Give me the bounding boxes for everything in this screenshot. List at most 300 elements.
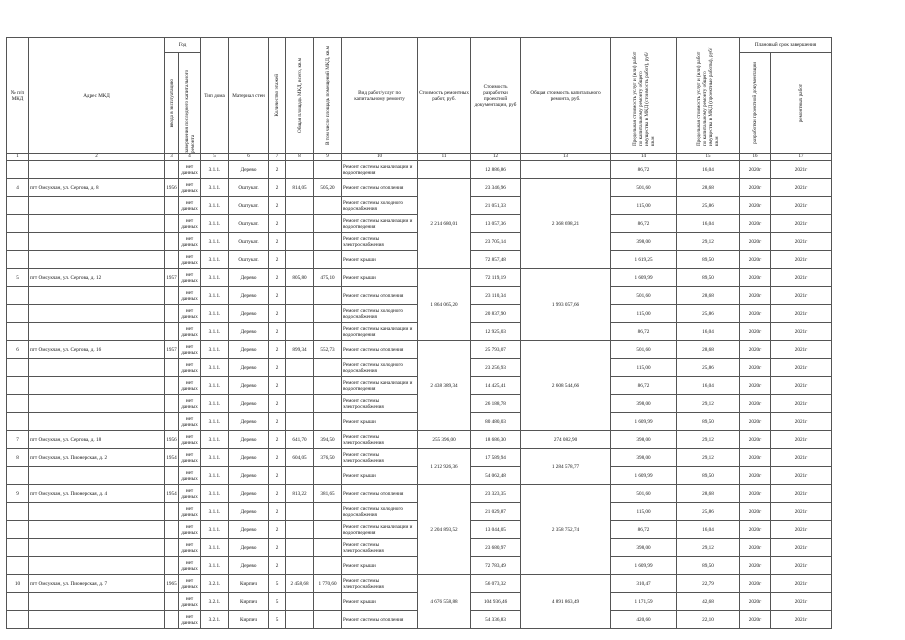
residential-area-cell <box>314 377 342 395</box>
residential-area-cell <box>314 161 342 179</box>
limit-cost-2-cell: 28,68 <box>677 485 740 503</box>
year-commissioning-cell <box>165 287 179 305</box>
design-cost-cell: 72 857,48 <box>471 251 521 269</box>
work-type-cell: Ремонт системы электроснабжения <box>342 449 418 467</box>
limit-cost-2-cell: 16,04 <box>677 161 740 179</box>
deadline-design-cell: 2020г <box>740 449 771 467</box>
address-cell <box>29 395 165 413</box>
total-area-cell <box>286 593 314 611</box>
address-cell <box>29 287 165 305</box>
row-number <box>7 197 29 215</box>
wall-material-cell: Дерево <box>229 395 269 413</box>
house-type-cell: 3.1.1. <box>201 305 229 323</box>
design-cost-cell: 23 323,35 <box>471 485 521 503</box>
total-area-cell <box>286 197 314 215</box>
deadline-repair-cell: 2021г <box>771 197 832 215</box>
deadline-design-cell: 2020г <box>740 323 771 341</box>
floors-cell: 2 <box>269 161 286 179</box>
total-area-cell <box>286 503 314 521</box>
address-cell <box>29 413 165 431</box>
residential-area-cell <box>314 593 342 611</box>
row-number <box>7 539 29 557</box>
column-number: 14 <box>611 154 677 161</box>
limit-cost-2-cell: 16,04 <box>677 521 740 539</box>
work-type-cell: Ремонт системы холодного водоснабжения <box>342 359 418 377</box>
year-commissioning-cell: 1957 <box>165 341 179 359</box>
deadline-design-cell: 2020г <box>740 557 771 575</box>
deadline-repair-cell: 2021г <box>771 161 832 179</box>
total-area-cell <box>286 539 314 557</box>
design-cost-cell: 23 705,14 <box>471 233 521 251</box>
work-type-cell: Ремонт системы электроснабжения <box>342 575 418 593</box>
limit-cost-1-cell: 86,72 <box>611 215 677 233</box>
address-cell <box>29 197 165 215</box>
column-number: 15 <box>677 154 740 161</box>
address-cell <box>29 593 165 611</box>
design-cost-cell: 23 110,34 <box>471 287 521 305</box>
total-area-cell <box>286 521 314 539</box>
house-type-cell: 3.1.1. <box>201 269 229 287</box>
residential-area-cell <box>314 539 342 557</box>
year-commissioning-cell <box>165 395 179 413</box>
total-area-cell <box>286 161 314 179</box>
floors-cell: 2 <box>269 377 286 395</box>
wall-material-cell: Дерево <box>229 485 269 503</box>
floors-cell: 2 <box>269 557 286 575</box>
wall-material-cell: Дерево <box>229 341 269 359</box>
house-type-cell: 3.1.1. <box>201 287 229 305</box>
column-number: 17 <box>771 154 832 161</box>
deadline-repair-cell: 2021г <box>771 287 832 305</box>
row-number <box>7 161 29 179</box>
limit-cost-1-cell: 501,60 <box>611 179 677 197</box>
total-area-cell <box>286 215 314 233</box>
house-type-cell: 3.1.1. <box>201 359 229 377</box>
residential-area-cell <box>314 287 342 305</box>
residential-area-cell <box>314 521 342 539</box>
row-number <box>7 233 29 251</box>
house-type-cell: 3.1.1. <box>201 251 229 269</box>
floors-cell: 2 <box>269 233 286 251</box>
address-cell <box>29 557 165 575</box>
year-last-repair-cell: нет данных <box>179 287 201 305</box>
column-number: 4 <box>179 154 201 161</box>
limit-cost-1-cell: 1 609,99 <box>611 413 677 431</box>
limit-cost-1-cell: 115,00 <box>611 359 677 377</box>
total-area-cell <box>286 395 314 413</box>
house-type-cell: 3.1.1. <box>201 557 229 575</box>
row-number: 9 <box>7 485 29 503</box>
address-cell: пгт Омсукчан, ул. Пионерская, д. 4 <box>29 485 165 503</box>
deadline-repair-cell: 2021г <box>771 557 832 575</box>
column-number: 9 <box>314 154 342 161</box>
residential-area-cell <box>314 251 342 269</box>
deadline-design-cell: 2020г <box>740 503 771 521</box>
floors-cell: 5 <box>269 611 286 629</box>
limit-cost-2-cell: 25,86 <box>677 359 740 377</box>
year-commissioning-cell <box>165 413 179 431</box>
repair-cost-cell: 1 212 926,36 <box>418 449 471 485</box>
deadline-repair-cell: 2021г <box>771 485 832 503</box>
row-number <box>7 503 29 521</box>
floors-cell: 5 <box>269 593 286 611</box>
design-cost-cell: 104 936,46 <box>471 593 521 611</box>
year-last-repair-cell: нет данных <box>179 557 201 575</box>
column-number-row <box>7 154 832 161</box>
row-number <box>7 305 29 323</box>
repair-cost-cell: 255 396,00 <box>418 431 471 449</box>
year-commissioning-cell <box>165 359 179 377</box>
header-design-cost: Стоимость разработки проектной документации, руб <box>471 38 521 154</box>
floors-cell: 2 <box>269 197 286 215</box>
design-cost-cell: 54 062,48 <box>471 467 521 485</box>
limit-cost-1-cell: 310,47 <box>611 575 677 593</box>
limit-cost-2-cell: 29,12 <box>677 539 740 557</box>
floors-cell: 2 <box>269 215 286 233</box>
house-type-cell: 3.2.1. <box>201 611 229 629</box>
header-repair-cost: Стоимость ремонтных работ, руб. <box>418 38 471 154</box>
address-cell <box>29 215 165 233</box>
deadline-repair-cell: 2021г <box>771 431 832 449</box>
total-area-cell <box>286 611 314 629</box>
floors-cell: 2 <box>269 503 286 521</box>
residential-area-cell <box>314 215 342 233</box>
address-cell <box>29 377 165 395</box>
deadline-repair-cell: 2021г <box>771 611 832 629</box>
limit-cost-1-cell: 501,60 <box>611 287 677 305</box>
total-cost-cell: 2 608 544,66 <box>521 341 611 431</box>
residential-area-cell <box>314 359 342 377</box>
total-area-cell <box>286 233 314 251</box>
year-commissioning-cell: 1954 <box>165 449 179 467</box>
design-cost-cell: 23 346,96 <box>471 179 521 197</box>
year-last-repair-cell: нет данных <box>179 449 201 467</box>
total-area-cell <box>286 323 314 341</box>
limit-cost-1-cell: 398,00 <box>611 233 677 251</box>
year-commissioning-cell <box>165 215 179 233</box>
limit-cost-1-cell: 86,72 <box>611 323 677 341</box>
floors-cell: 2 <box>269 539 286 557</box>
design-cost-cell: 20 837,90 <box>471 305 521 323</box>
total-area-cell: 814,05 <box>286 179 314 197</box>
deadline-design-cell: 2020г <box>740 287 771 305</box>
header-work-type: Вид работ/услуг по капитальному ремонту <box>342 38 418 154</box>
work-type-cell: Ремонт крыши <box>342 467 418 485</box>
limit-cost-2-cell: 16,04 <box>677 377 740 395</box>
row-number <box>7 287 29 305</box>
work-type-cell: Ремонт системы электроснабжения <box>342 395 418 413</box>
total-cost-cell: 2 368 698,21 <box>521 179 611 269</box>
year-commissioning-cell <box>165 557 179 575</box>
work-type-cell: Ремонт системы электроснабжения <box>342 233 418 251</box>
wall-material-cell: Дерево <box>229 467 269 485</box>
deadline-design-cell: 2020г <box>740 467 771 485</box>
year-commissioning-cell <box>165 161 179 179</box>
design-cost-cell: 72 783,49 <box>471 557 521 575</box>
design-cost-cell: 21 029,87 <box>471 503 521 521</box>
wall-material-cell: Дерево <box>229 377 269 395</box>
residential-area-cell <box>314 305 342 323</box>
floors-cell: 2 <box>269 179 286 197</box>
header-deadline-group: Плановый срок завершения <box>740 38 832 53</box>
floors-cell: 5 <box>269 575 286 593</box>
year-last-repair-cell: нет данных <box>179 431 201 449</box>
header-year-last-repair: завершения последнего капитального ремонта <box>179 53 201 154</box>
residential-area-cell: 394,50 <box>314 431 342 449</box>
total-cost-cell <box>521 161 611 179</box>
limit-cost-2-cell: 89,50 <box>677 467 740 485</box>
floors-cell: 2 <box>269 467 286 485</box>
deadline-repair-cell: 2021г <box>771 179 832 197</box>
row-number <box>7 611 29 629</box>
work-type-cell: Ремонт системы отопления <box>342 341 418 359</box>
address-cell <box>29 539 165 557</box>
house-type-cell: 3.1.1. <box>201 503 229 521</box>
limit-cost-2-cell: 22,10 <box>677 611 740 629</box>
total-area-cell <box>286 377 314 395</box>
year-commissioning-cell: 1965 <box>165 575 179 593</box>
deadline-repair-cell: 2021г <box>771 503 832 521</box>
deadline-design-cell: 2020г <box>740 215 771 233</box>
year-last-repair-cell: нет данных <box>179 323 201 341</box>
limit-cost-1-cell: 1 609,99 <box>611 269 677 287</box>
year-commissioning-cell <box>165 233 179 251</box>
work-type-cell: Ремонт системы отопления <box>342 611 418 629</box>
year-last-repair-cell: нет данных <box>179 413 201 431</box>
row-number <box>7 359 29 377</box>
year-last-repair-cell: нет данных <box>179 611 201 629</box>
total-cost-cell: 4 891 863,49 <box>521 575 611 629</box>
deadline-repair-cell: 2021г <box>771 539 832 557</box>
limit-cost-1-cell: 1 609,99 <box>611 557 677 575</box>
residential-area-cell: 1 770,60 <box>314 575 342 593</box>
residential-area-cell <box>314 557 342 575</box>
residential-area-cell: 552,73 <box>314 341 342 359</box>
deadline-design-cell: 2020г <box>740 161 771 179</box>
wall-material-cell: Дерево <box>229 359 269 377</box>
deadline-design-cell: 2020г <box>740 593 771 611</box>
design-cost-cell: 25 793,07 <box>471 341 521 359</box>
house-type-cell: 3.1.1. <box>201 431 229 449</box>
floors-cell: 2 <box>269 323 286 341</box>
residential-area-cell: 505,20 <box>314 179 342 197</box>
design-cost-cell: 80 480,03 <box>471 413 521 431</box>
header-wall-material: Материал стен <box>229 38 269 154</box>
repair-cost-cell: 2 204 893,52 <box>418 485 471 575</box>
row-number <box>7 521 29 539</box>
residential-area-cell <box>314 395 342 413</box>
limit-cost-2-cell: 29,12 <box>677 395 740 413</box>
deadline-repair-cell: 2021г <box>771 359 832 377</box>
floors-cell: 2 <box>269 359 286 377</box>
limit-cost-2-cell: 89,50 <box>677 557 740 575</box>
column-number: 10 <box>342 154 418 161</box>
work-type-cell: Ремонт системы холодного водоснабжения <box>342 503 418 521</box>
address-cell: пгт Омсукчан, ул. Сергова, д. 16 <box>29 341 165 359</box>
limit-cost-2-cell: 89,50 <box>677 251 740 269</box>
deadline-repair-cell: 2021г <box>771 377 832 395</box>
wall-material-cell: Кирпич <box>229 593 269 611</box>
year-commissioning-cell <box>165 611 179 629</box>
limit-cost-2-cell: 29,12 <box>677 431 740 449</box>
design-cost-cell: 54 336,83 <box>471 611 521 629</box>
house-type-cell: 3.1.1. <box>201 377 229 395</box>
deadline-repair-cell: 2021г <box>771 395 832 413</box>
design-cost-cell: 14 425,41 <box>471 377 521 395</box>
work-type-cell: Ремонт системы отопления <box>342 485 418 503</box>
wall-material-cell: Дерево <box>229 161 269 179</box>
table-body <box>7 161 832 629</box>
year-commissioning-cell <box>165 467 179 485</box>
limit-cost-2-cell: 16,04 <box>677 215 740 233</box>
design-cost-cell: 13 044,05 <box>471 521 521 539</box>
floors-cell: 2 <box>269 521 286 539</box>
column-number: 12 <box>471 154 521 161</box>
floors-cell: 2 <box>269 449 286 467</box>
repair-schedule-table <box>6 37 832 629</box>
limit-cost-1-cell: 86,72 <box>611 161 677 179</box>
repair-cost-cell: 2 214 680,01 <box>418 179 471 269</box>
year-last-repair-cell: нет данных <box>179 233 201 251</box>
wall-material-cell: Дерево <box>229 557 269 575</box>
header-year-group: Год <box>165 38 201 53</box>
limit-cost-2-cell: 28,68 <box>677 341 740 359</box>
row-number: 8 <box>7 449 29 467</box>
floors-cell: 2 <box>269 341 286 359</box>
house-type-cell: 3.1.1. <box>201 395 229 413</box>
deadline-repair-cell: 2021г <box>771 413 832 431</box>
limit-cost-2-cell: 25,86 <box>677 197 740 215</box>
total-cost-cell: 2 358 752,74 <box>521 485 611 575</box>
floors-cell: 2 <box>269 395 286 413</box>
limit-cost-1-cell: 398,00 <box>611 539 677 557</box>
deadline-repair-cell: 2021г <box>771 251 832 269</box>
address-cell <box>29 305 165 323</box>
house-type-cell: 3.1.1. <box>201 161 229 179</box>
house-type-cell: 3.1.1. <box>201 197 229 215</box>
total-cost-cell: 1 284 578,77 <box>521 449 611 485</box>
wall-material-cell: Оштукат. <box>229 251 269 269</box>
deadline-design-cell: 2020г <box>740 359 771 377</box>
floors-cell: 2 <box>269 251 286 269</box>
residential-area-cell <box>314 197 342 215</box>
floors-cell: 2 <box>269 287 286 305</box>
deadline-repair-cell: 2021г <box>771 521 832 539</box>
deadline-repair-cell: 2021г <box>771 593 832 611</box>
house-type-cell: 3.1.1. <box>201 449 229 467</box>
work-type-cell: Ремонт системы электроснабжения <box>342 431 418 449</box>
work-type-cell: Ремонт системы холодного водоснабжения <box>342 305 418 323</box>
wall-material-cell: Дерево <box>229 413 269 431</box>
address-cell <box>29 359 165 377</box>
row-number <box>7 377 29 395</box>
deadline-repair-cell: 2021г <box>771 341 832 359</box>
residential-area-cell: 475,10 <box>314 269 342 287</box>
column-number: 8 <box>286 154 314 161</box>
work-type-cell: Ремонт системы отопления <box>342 179 418 197</box>
residential-area-cell <box>314 467 342 485</box>
year-last-repair-cell: нет данных <box>179 395 201 413</box>
column-number: 2 <box>29 154 165 161</box>
header-deadline-repair: ремонтных работ <box>771 53 832 154</box>
design-cost-cell: 12 925,03 <box>471 323 521 341</box>
deadline-design-cell: 2020г <box>740 197 771 215</box>
year-commissioning-cell <box>165 197 179 215</box>
work-type-cell: Ремонт системы канализации и водоотведения <box>342 521 418 539</box>
deadline-design-cell: 2020г <box>740 341 771 359</box>
deadline-repair-cell: 2021г <box>771 269 832 287</box>
address-cell <box>29 503 165 521</box>
limit-cost-1-cell: 115,00 <box>611 305 677 323</box>
repair-cost-cell: 1 864 065,20 <box>418 269 471 341</box>
deadline-design-cell: 2020г <box>740 251 771 269</box>
header-limit-cost-2: Предельная стоимость услуг и (или) работ по капитальному ремонту общего имущества в МКД (проектные работы), руб/кв.м <box>677 38 740 154</box>
work-type-cell: Ремонт системы канализации и водоотведения <box>342 215 418 233</box>
header-limit-cost-1: Предельная стоимость услуг и (или) работ по капитальному ремонту общего имущества в МКД (стоимость работ), руб/кв.м <box>611 38 677 154</box>
design-cost-cell: 13 057,36 <box>471 215 521 233</box>
table-row <box>7 575 832 593</box>
house-type-cell: 3.1.1. <box>201 341 229 359</box>
house-type-cell: 3.1.1. <box>201 215 229 233</box>
deadline-design-cell: 2020г <box>740 575 771 593</box>
wall-material-cell: Дерево <box>229 305 269 323</box>
repair-cost-cell: 4 676 558,88 <box>418 575 471 629</box>
deadline-repair-cell: 2021г <box>771 323 832 341</box>
deadline-repair-cell: 2021г <box>771 575 832 593</box>
address-cell <box>29 611 165 629</box>
limit-cost-1-cell: 1 609,99 <box>611 467 677 485</box>
total-area-cell: 899,34 <box>286 341 314 359</box>
column-number: 11 <box>418 154 471 161</box>
design-cost-cell: 23 680,97 <box>471 539 521 557</box>
house-type-cell: 3.1.1. <box>201 467 229 485</box>
total-cost-cell: 274 082,90 <box>521 431 611 449</box>
deadline-design-cell: 2020г <box>740 269 771 287</box>
deadline-design-cell: 2020г <box>740 485 771 503</box>
floors-cell: 2 <box>269 305 286 323</box>
header-address: Адрес МКД <box>29 38 165 154</box>
year-last-repair-cell: нет данных <box>179 593 201 611</box>
column-number: 13 <box>521 154 611 161</box>
year-last-repair-cell: нет данных <box>179 467 201 485</box>
table-row <box>7 269 832 287</box>
limit-cost-1-cell: 398,00 <box>611 449 677 467</box>
total-area-cell: 2 458,68 <box>286 575 314 593</box>
design-cost-cell: 23 256,93 <box>471 359 521 377</box>
design-cost-cell: 56 073,32 <box>471 575 521 593</box>
limit-cost-2-cell: 42,68 <box>677 593 740 611</box>
limit-cost-2-cell: 28,68 <box>677 179 740 197</box>
address-cell: пгт Омсукчан, ул. Сергова, д. 8 <box>29 179 165 197</box>
deadline-design-cell: 2020г <box>740 395 771 413</box>
residential-area-cell <box>314 323 342 341</box>
total-area-cell: 813,22 <box>286 485 314 503</box>
table-row <box>7 161 832 179</box>
row-number <box>7 467 29 485</box>
design-cost-cell: 26 188,78 <box>471 395 521 413</box>
limit-cost-1-cell: 115,00 <box>611 503 677 521</box>
wall-material-cell: Дерево <box>229 431 269 449</box>
repair-cost-cell <box>418 161 471 179</box>
work-type-cell: Ремонт системы отопления <box>342 287 418 305</box>
residential-area-cell <box>314 503 342 521</box>
limit-cost-2-cell: 25,86 <box>677 503 740 521</box>
deadline-design-cell: 2020г <box>740 377 771 395</box>
table-row <box>7 485 832 503</box>
row-number <box>7 323 29 341</box>
year-last-repair-cell: нет данных <box>179 377 201 395</box>
wall-material-cell: Дерево <box>229 449 269 467</box>
